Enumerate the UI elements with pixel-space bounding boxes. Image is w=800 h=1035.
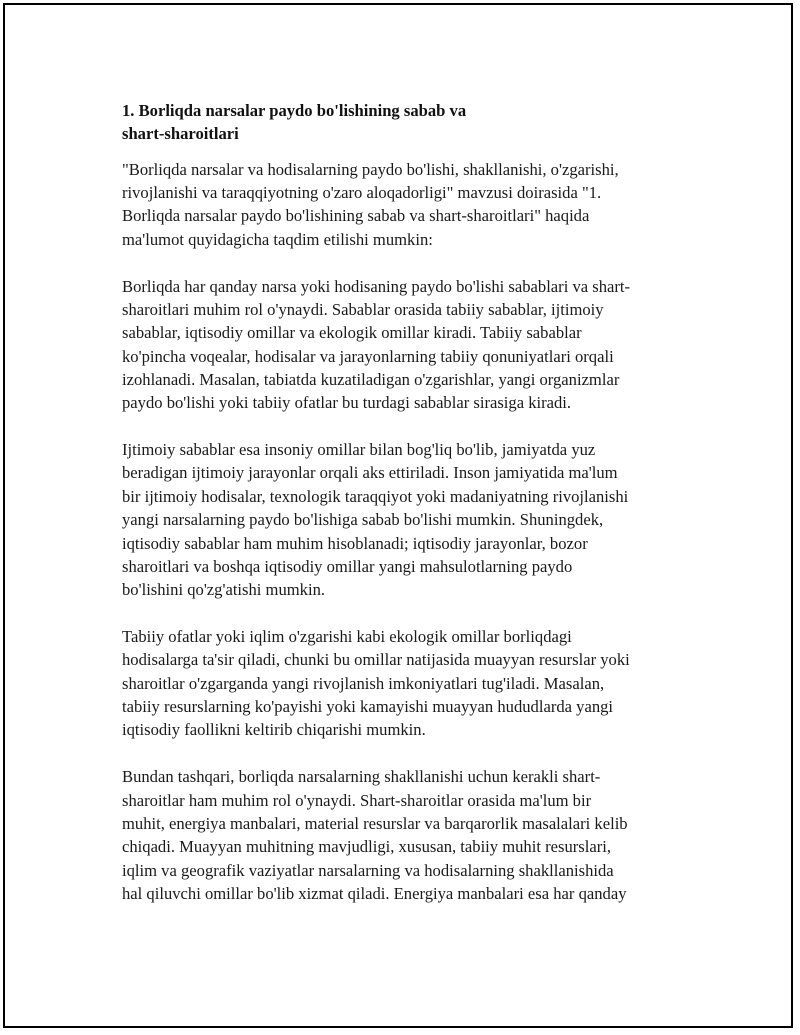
text-line: sabablar, iqtisodiy omillar va ekologik omillar kiradi. Tabiiy sabablar (122, 323, 582, 343)
text-line: chiqadi. Muayyan muhitning mavjudligi, xususan, tabiiy muhit resurslari, (122, 837, 611, 857)
text-line: Tabiiy ofatlar yoki iqlim o'zgarishi kabi ekologik omillar borliqdagi (122, 627, 572, 647)
text-line: sharoitlar o'zgarganda yangi rivojlanish imkoniyatlari tug'iladi. Masalan, (122, 673, 605, 693)
text-line: iqlim va geografik vaziyatlar narsalarning va hodisalarning shakllanishida (122, 860, 614, 880)
text-line: bir ijtimoiy hodisalar, texnologik taraqqiyot yoki madaniyatning rivojlanishi (122, 486, 629, 506)
text-line: izohlanadi. Masalan, tabiatda kuzatiladigan o'zgarishlar, yangi organizmlar (122, 369, 620, 389)
document-body (122, 99, 692, 929)
text-line: ko'pincha voqealar, hodisalar va jarayonlarning tabiiy qonuniyatlari orqali (122, 346, 614, 366)
heading-line: 1. Borliqda narsalar paydo bo'lishining sabab va (122, 101, 467, 120)
text-line: hodisalarga ta'sir qiladi, chunki bu omillar natijasida muayyan resurslar yoki (122, 650, 630, 670)
text-line: Borliqda har qanday narsa yoki hodisaning paydo bo'lishi sabablari va shart- (122, 276, 631, 296)
text-line: Borliqda narsalar paydo bo'lishining sabab va shart-sharoitlari" haqida (122, 206, 590, 226)
heading-line: shart-sharoitlari (122, 124, 239, 144)
text-line: iqtisodiy sabablar ham muhim hisoblanadi; iqtisodiy jarayonlar, bozor (122, 533, 588, 553)
text-line: Bundan tashqari, borliqda narsalarning shakllanishi uchun kerakli shart- (122, 767, 601, 787)
text-line: Ijtimoiy sabablar esa insoniy omillar bilan bog'liq bo'lib, jamiyatda yuz (122, 440, 596, 460)
text-line: "Borliqda narsalar va hodisalarning paydo bo'lishi, shakllanishi, o'zgarishi, (122, 159, 619, 179)
paragraph-natural-causes (122, 275, 692, 415)
text-line: paydo bo'lishi yoki tabiiy ofatlar bu turdagi sabablar sirasiga kiradi. (122, 393, 572, 413)
text-line: tabiiy resurslarning ko'payishi yoki kamayishi muayyan hududlarda yangi (122, 697, 614, 717)
text-line: sharoitlari muhim rol o'ynaydi. Sabablar orasida tabiiy sabablar, ijtimoiy (122, 299, 604, 319)
paragraph-ecological-factors (122, 625, 692, 742)
text-line: sharoitlar ham muhim rol o'ynaydi. Shart-sharoitlar orasida ma'lum bir (122, 790, 592, 810)
text-line: hal qiluvchi omillar bo'lib xizmat qiladi. Energiya manbalari esa har qanday (122, 883, 627, 903)
page-frame (3, 3, 793, 1028)
text-line: bo'lishini qo'zg'atishi mumkin. (122, 580, 326, 600)
text-line: beradigan ijtimoiy jarayonlar orqali aks ettiriladi. Inson jamiyatida ma'lum (122, 463, 618, 483)
text-line: yangi narsalarning paydo bo'lishiga sabab bo'lishi mumkin. Shuningdek, (122, 510, 604, 530)
text-line: iqtisodiy faollikni keltirib chiqarishi mumkin. (122, 720, 426, 740)
paragraph-conditions (122, 765, 692, 905)
text-line: sharoitlari va boshqa iqtisodiy omillar yangi mahsulotlarning paydo (122, 556, 573, 576)
text-line: muhit, energiya manbalari, material resurslar va barqarorlik masalalari kelib (122, 813, 628, 833)
document-heading (122, 99, 692, 146)
paragraph-social-causes (122, 438, 692, 601)
text-line: rivojlanishi va taraqqiyotning o'zaro aloqadorligi" mavzusi doirasida "1. (122, 183, 602, 203)
text-line: ma'lumot quyidagicha taqdim etilishi mumkin: (122, 229, 433, 249)
paragraph-intro (122, 158, 692, 251)
